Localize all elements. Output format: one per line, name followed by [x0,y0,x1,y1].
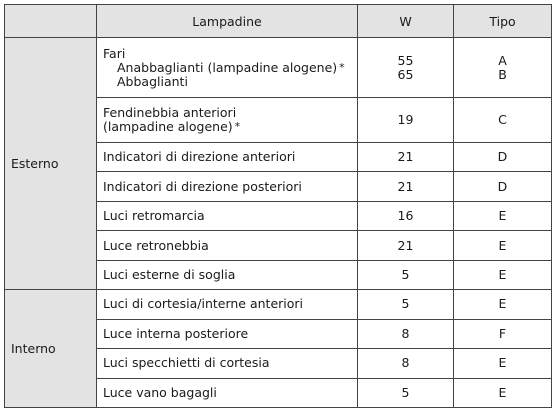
group-interior: Interno [5,290,97,408]
header-bulb: Lampadine [97,5,358,38]
bulb-name [97,38,358,98]
bulb-name: Luci di cortesia/interne anteriori [97,290,358,319]
bulb-sub-line [103,61,357,75]
type-value: B [498,66,507,82]
bulb-sub-line: Abbaglianti [117,73,188,89]
watt-value: 8 [358,319,454,348]
type-value: A [498,52,507,68]
type-value: E [454,378,552,407]
table-header-row [5,5,552,38]
type-value: E [454,201,552,230]
header-watt: W [358,5,454,38]
watt-value: 21 [358,231,454,260]
bulb-table [4,4,552,408]
bulb-name: Indicatori di direzione posteriori [97,172,358,201]
bulb-name: Luci retromarcia [97,201,358,230]
watt-value: 21 [358,143,454,172]
bulb-name-line: Fari [103,45,126,61]
type-cell [454,38,552,98]
header-corner [5,5,97,38]
type-value: E [454,290,552,319]
watt-cell [358,38,454,98]
table-row [5,290,552,319]
type-value: D [454,143,552,172]
type-value: C [454,98,552,143]
bulb-sub-text: Anabbaglianti (lampadine alogene) [117,59,338,75]
asterisk-mark: * [234,120,241,134]
watt-value: 5 [358,378,454,407]
bulb-name: Luce retronebbia [97,231,358,260]
group-exterior: Esterno [5,38,97,290]
bulb-name: Indicatori di direzione anteriori [97,143,358,172]
bulb-name: Luci specchietti di cortesia [97,349,358,378]
table-row [5,38,552,98]
type-value: D [454,172,552,201]
bulb-name: Luci esterne di soglia [97,260,358,289]
watt-value: 16 [358,201,454,230]
watt-value: 55 [397,52,414,68]
bulb-name-text: (lampadine alogene) [103,119,233,135]
watt-value: 5 [358,290,454,319]
watt-value: 21 [358,172,454,201]
watt-value: 19 [358,98,454,143]
header-type: Tipo [454,5,552,38]
bulb-name [97,98,358,143]
asterisk-mark: * [339,60,345,74]
bulb-name-line [103,120,357,134]
watt-value: 5 [358,260,454,289]
bulb-name: Luce vano bagagli [97,378,358,407]
bulb-name-line: Fendinebbia anteriori [103,105,237,121]
type-value: E [454,260,552,289]
watt-value: 65 [397,66,414,82]
type-value: E [454,231,552,260]
bulb-name: Luce interna posteriore [97,319,358,348]
type-value: E [454,349,552,378]
type-value: F [454,319,552,348]
watt-value: 8 [358,349,454,378]
